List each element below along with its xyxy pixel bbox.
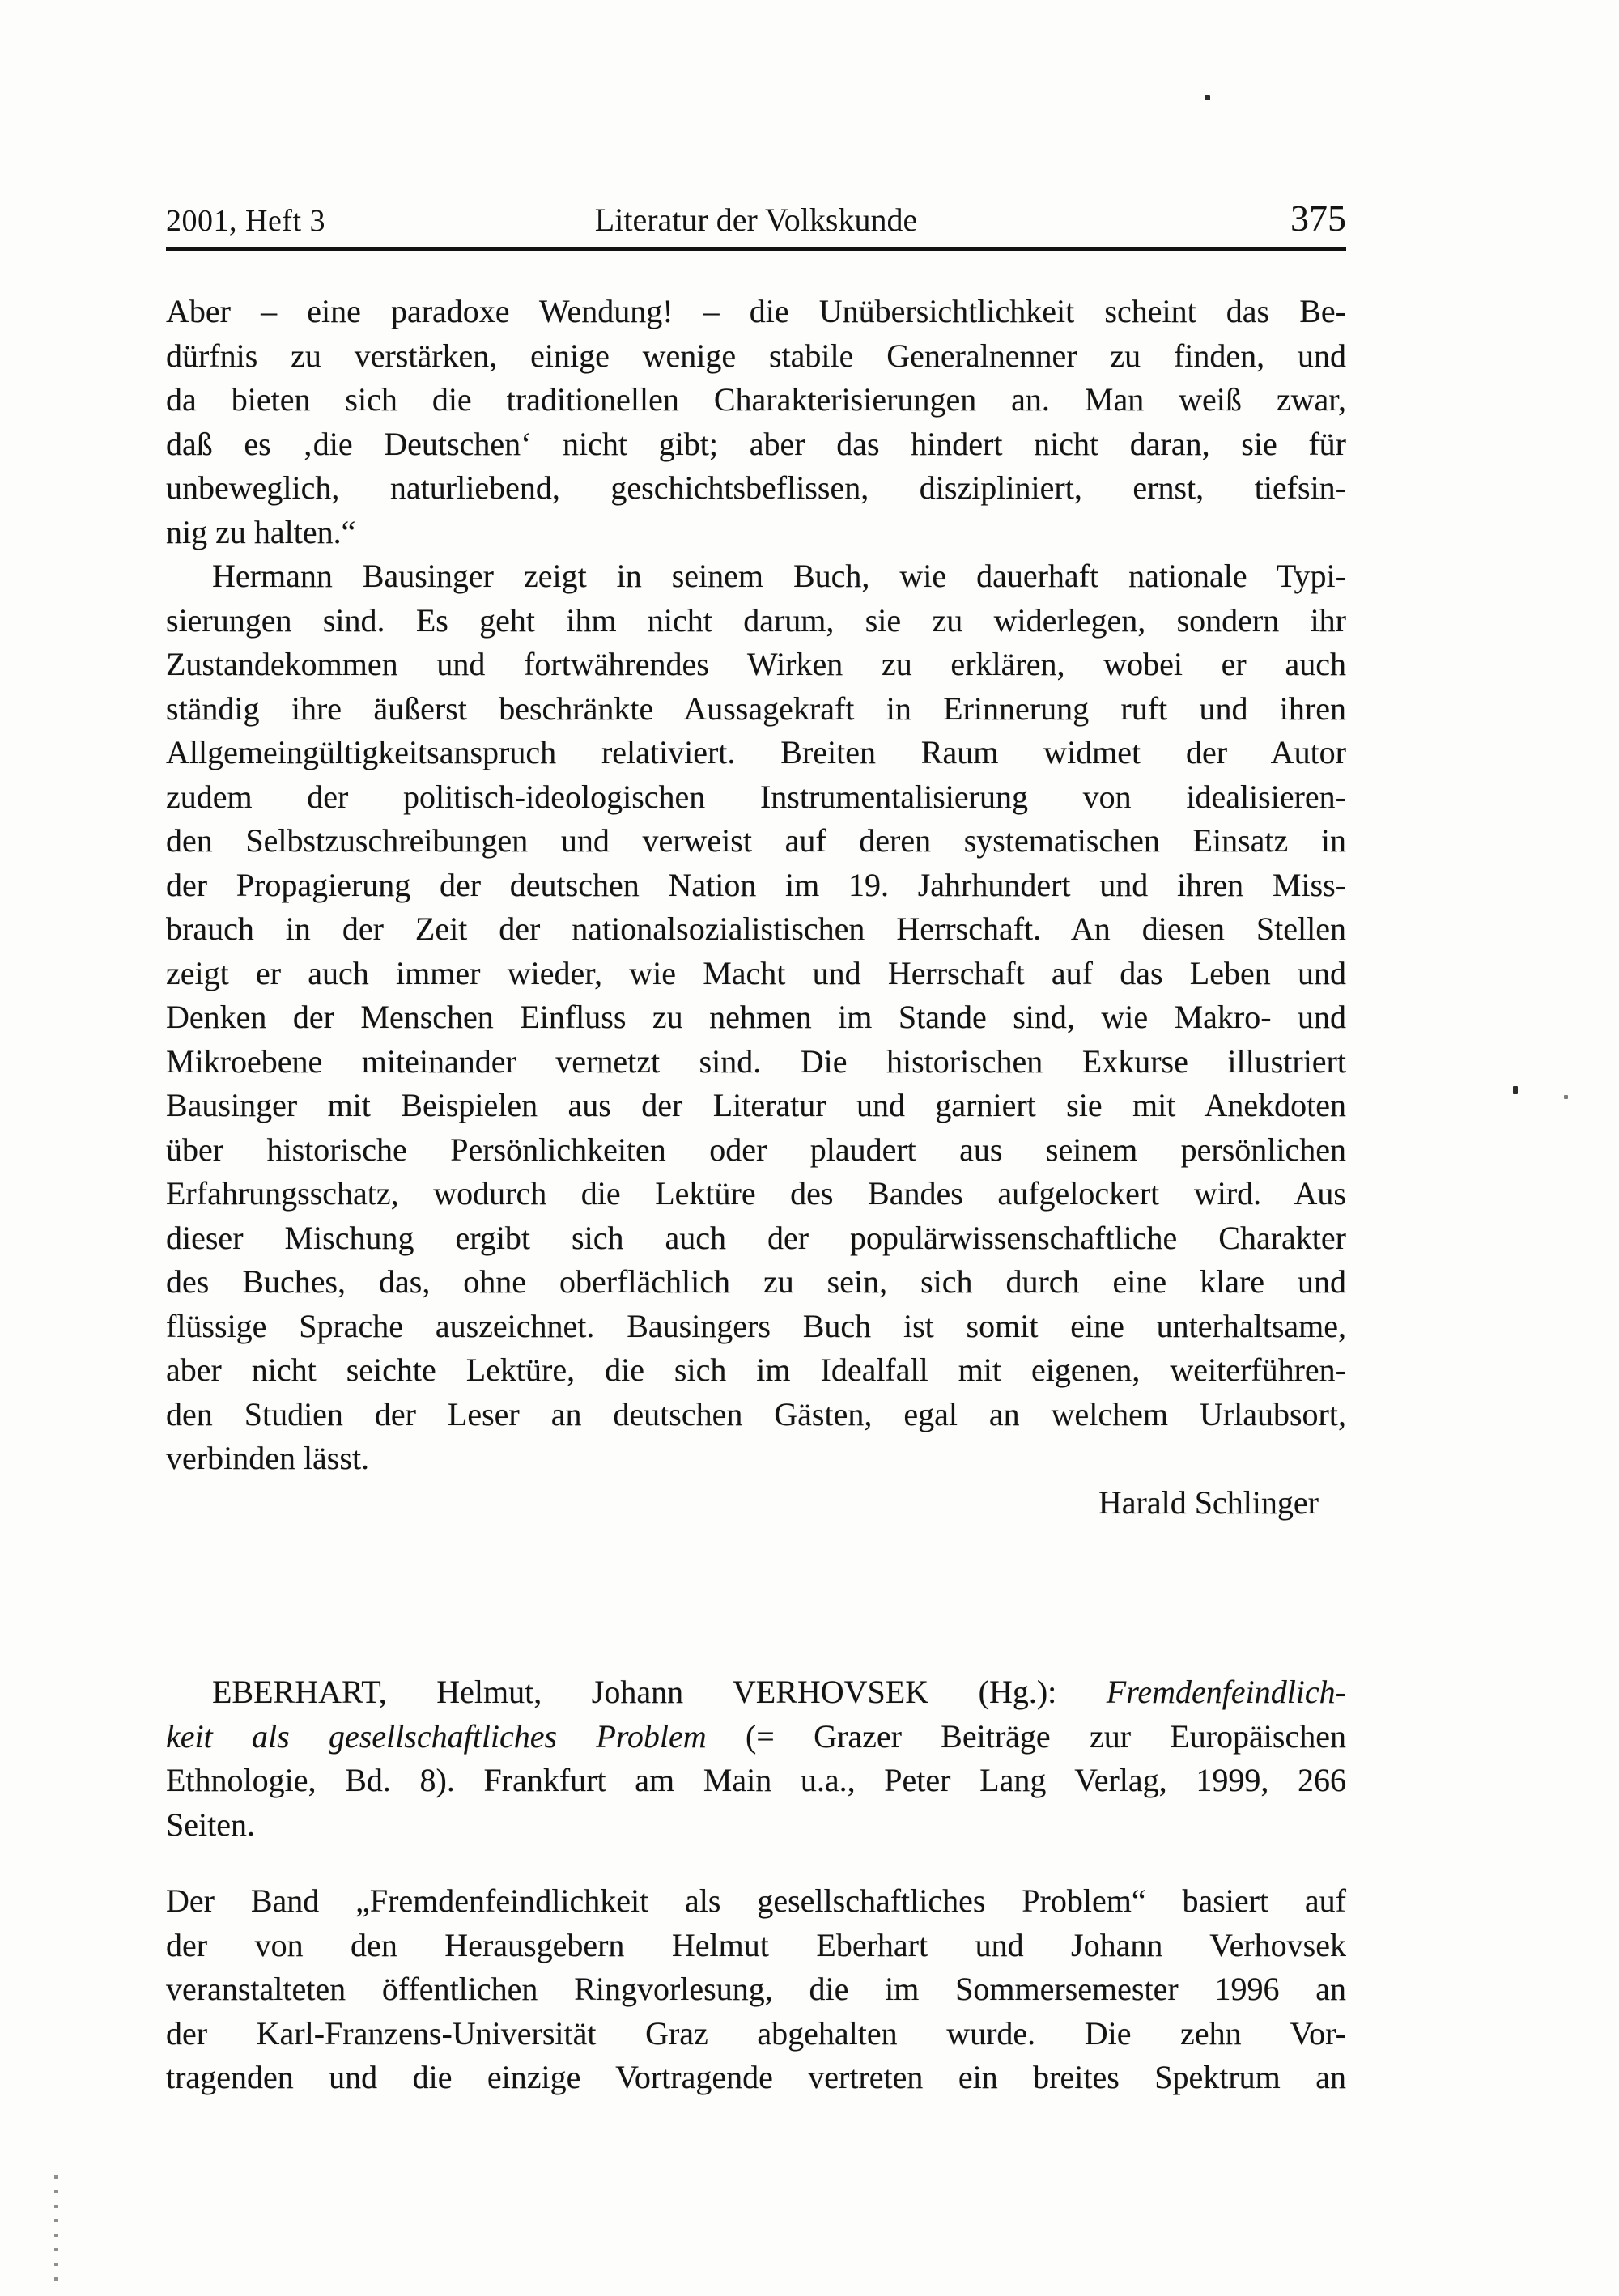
book-citation (166, 1670, 1346, 1847)
text-line: Erfahrungsschatz, wodurch die Lektüre des Bandes aufgelockert wird. Aus (166, 1175, 1346, 1212)
text-line: Zustandekommen und fortwährendes Wirken zu erklären, wobei er auch (166, 646, 1346, 682)
text-line: Aber – eine paradoxe Wendung! – die Unübersichtlichkeit scheint das Be- (166, 293, 1346, 329)
text-line: den Studien der Leser an deutschen Gästen, egal an welchem Urlaubsort, (166, 1395, 1346, 1432)
text-line: unbeweglich, naturliebend, geschichtsbeflissen, diszipliniert, ernst, tiefsin- (166, 469, 1346, 506)
text-line: aber nicht seichte Lektüre, die sich im Idealfall mit eigenen, weiterführen- (166, 1352, 1346, 1388)
text-line: Seiten. (166, 1806, 255, 1843)
text-line: Denken der Menschen Einfluss zu nehmen im Stande sind, wie Makro- und (166, 999, 1346, 1035)
text-line: Der Band „Fremdenfeindlichkeit als gesellschaftliches Problem“ basiert auf (166, 1882, 1346, 1919)
scan-speck (1513, 1086, 1518, 1094)
text-line: verbinden lässt. (166, 1440, 370, 1476)
header-page-number: 375 (1290, 197, 1347, 239)
review-paragraph-continuation (166, 290, 1346, 554)
text-line: sierungen sind. Es geht ihm nicht darum, sie zu widerlegen, sondern ihr (166, 601, 1346, 639)
text-line: zeigt er auch immer wieder, wie Macht und Herrschaft auf das Leben und (166, 954, 1346, 991)
text-line: zudem der politisch-ideologischen Instrumentalisierung von idealisieren- (166, 778, 1346, 815)
text-line: nig zu halten.“ (166, 513, 356, 550)
text-block (166, 197, 1346, 2100)
review-paragraph (166, 1879, 1346, 2100)
text-line: keit als gesellschaftliches Problem (= Grazer Beiträge zur Europäischen (166, 1717, 1346, 1755)
text-line: daß es ‚die Deutschen‘ nicht gibt; aber das hindert nicht daran, sie für (166, 425, 1346, 462)
text-line: tragenden und die einzige Vortragende vertreten ein breites Spektrum an (166, 2059, 1346, 2095)
text-line: des Buches, das, ohne oberflächlich zu sein, sich durch eine klare und (166, 1263, 1346, 1300)
review-paragraph (166, 554, 1346, 1481)
text-line: der Propagierung der deutschen Nation im 19. Jahrhundert und ihren Miss- (166, 866, 1346, 903)
text-line: Ethnologie, Bd. 8). Frankfurt am Main u.a., Peter Lang Verlag, 1999, 266 (166, 1762, 1346, 1798)
text-line: der Karl-Franzens-Universität Graz abgehalten wurde. Die zehn Vor- (166, 2014, 1346, 2052)
header-journal-title: Literatur der Volkskunde (594, 202, 918, 238)
text-line: den Selbstzuschreibungen und verweist auf deren systematischen Einsatz in (166, 822, 1346, 859)
text-line: der von den Herausgebern Helmut Eberhart und Johann Verhovsek (166, 1926, 1346, 1963)
text-line: dürfnis zu verstärken, einige wenige stabile Generalnenner zu finden, und (166, 337, 1346, 374)
header-rule (166, 247, 1346, 251)
text-line: veranstalteten öffentlichen Ringvorlesung, die im Sommersemester 1996 an (166, 1971, 1346, 2007)
text-line: EBERHART, Helmut, Johann VERHOVSEK (Hg.): Fremdenfeindlich- (212, 1674, 1346, 1710)
scan-speck (1205, 95, 1210, 100)
text-line: da bieten sich die traditionellen Charakterisierungen an. Man weiß zwar, (166, 381, 1346, 418)
reviewer-signature: Harald Schlinger (1098, 1483, 1319, 1521)
text-line: flüssige Sprache auszeichnet. Bausingers Buch ist somit eine unterhaltsame, (166, 1307, 1346, 1344)
scan-speck (1564, 1095, 1568, 1099)
binding-perforation-marks (54, 2175, 58, 2285)
text-line: dieser Mischung ergibt sich auch der populärwissenschaftliche Charakter (166, 1219, 1346, 1256)
text-line: Allgemeingültigkeitsanspruch relativiert. Breiten Raum widmet der Autor (166, 734, 1346, 770)
text-line: über historische Persönlichkeiten oder plaudert aus seinem persönlichen (166, 1131, 1346, 1168)
text-line: brauch in der Zeit der nationalsozialistischen Herrschaft. An diesen Stellen (166, 910, 1346, 947)
text-line: Bausinger mit Beispielen aus der Literatur und garniert sie mit Anekdoten (166, 1087, 1346, 1123)
header-issue: 2001, Heft 3 (166, 204, 326, 238)
text-line: ständig ihre äußerst beschränkte Aussagekraft in Erinnerung ruft und ihren (166, 690, 1346, 727)
text-line: Mikroebene miteinander vernetzt sind. Die historischen Exkurse illustriert (166, 1042, 1346, 1080)
page-header (166, 197, 1346, 240)
text-line: Hermann Bausinger zeigt in seinem Buch, wie dauerhaft nationale Typi- (212, 558, 1346, 594)
